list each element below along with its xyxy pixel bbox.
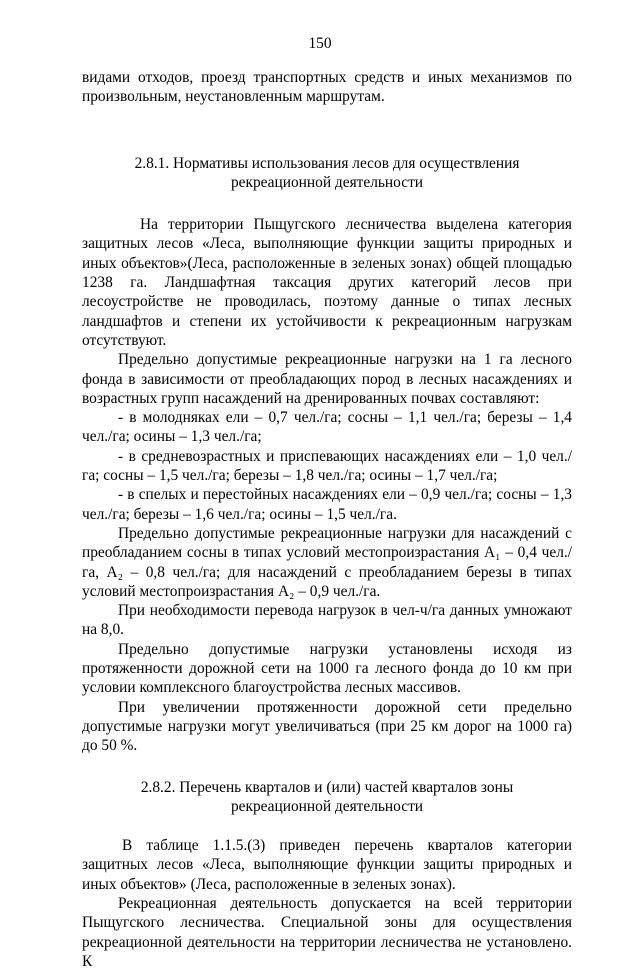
- page-number: 150: [308, 35, 332, 52]
- paragraph: Предельно допустимые рекреационные нагрузки для насаждений с преобладанием сосны в типах условий местопроизрастания А₁ – 0,4 чел./га, А₂ – 0,8 чел./га; для насаждений с преобладанием березы в типах условий местопроизрастания А₂ – 0,9 чел./га.: [82, 524, 572, 600]
- paragraph: При необходимости перевода нагрузок в чел-ч/га данных умножают на 8,0.: [82, 602, 572, 639]
- document-body: [82, 68, 572, 971]
- paragraph: Рекреационная деятельность допускается на всей территории Пыщугского лесничества. Специальной зоны для осуществления рекреационной деятельности на территории лесничества не установлено. К: [82, 894, 572, 970]
- list-item: - в средневозрастных и приспевающих насаждениях ели – 1,0 чел./га; сосны – 1,5 чел./га; березы – 1,8 чел./га; осины – 1,7 чел./га;: [82, 447, 572, 485]
- paragraph: Предельно допустимые рекреационные нагрузки на 1 га лесного фонда в зависимости от преобладающих пород в лесных насаждениях и возрастных групп насаждений на дренированных почвах составляют:: [82, 351, 572, 407]
- list-item: - в спелых и перестойных насаждениях ели – 0,9 чел./га; сосны – 1,3 чел./га; березы – 1,6 чел./га; осины – 1,5 чел./га.: [82, 486, 572, 523]
- section-heading-2-8-2: 2.8.2. Перечень кварталов и (или) частей кварталов зоны рекреационной деятельности: [140, 778, 514, 815]
- paragraph: Предельно допустимые нагрузки установлены исходя из протяженности дорожной сети на 1000 га лесного фонда до 10 км при условии комплексного благоустройства лесных массивов.: [82, 640, 572, 697]
- list-item: - в молодняках ели – 0,7 чел./га; сосны – 1,1 чел./га; березы – 1,4 чел./га; осины – 1,3 чел./га;: [82, 409, 572, 446]
- section-heading-2-8-1: 2.8.1. Нормативы использования лесов для осуществления рекреационной деятельности: [134, 154, 520, 191]
- paragraph: При увеличении протяженности дорожной сети предельно допустимые нагрузки могут увеличиваться (при 25 км дорог на 1000 га) до 50 %.: [82, 698, 572, 755]
- paragraph: В таблице 1.1.5.(3) приведен перечень кварталов категории защитных лесов «Леса, выполняющие функции защиты природных и иных объектов» (Леса, расположенные в зеленых зонах).: [82, 837, 572, 893]
- intro-paragraph: видами отходов, проезд транспортных средств и иных механизмов по произвольным, неустановленным маршрутам.: [82, 69, 572, 106]
- paragraph: На территории Пыщугского лесничества выделена категория защитных лесов «Леса, выполняющие функции защиты природных и иных объектов»(Леса, расположенные в зеленых зонах) общей площадью 1238 га. Ландшафтная таксация других категорий лесов при лесоустройстве не проводилась, поэтому данные о типах лесных ландшафтов и степени их устойчивости к рекреационным нагрузкам отсутствуют.: [82, 216, 572, 349]
